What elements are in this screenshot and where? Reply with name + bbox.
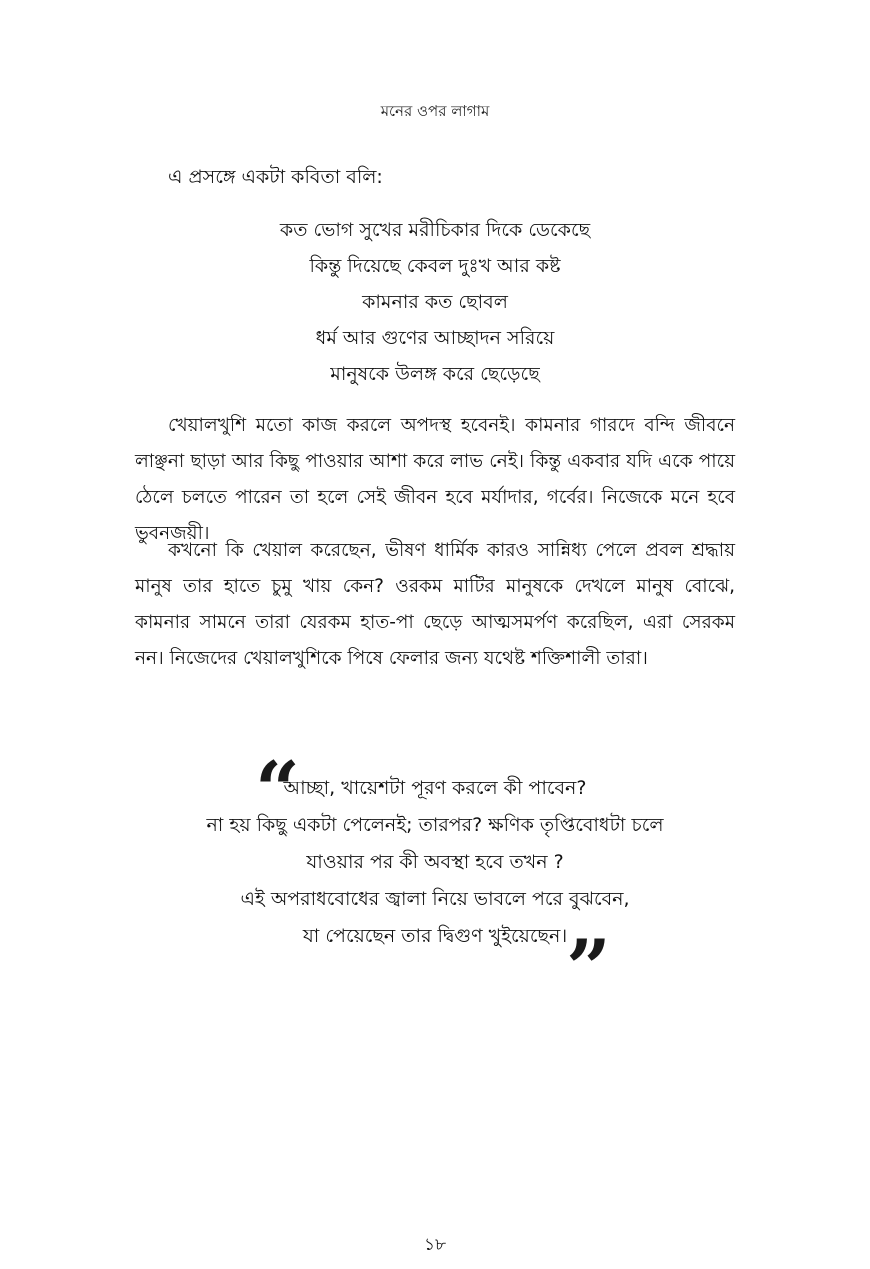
poem-line: ধর্ম আর গুণের আচ্ছাদন সরিয়ে bbox=[315, 327, 555, 349]
poem-line: মানুষকে উলঙ্গ করে ছেড়েছে bbox=[330, 363, 540, 385]
poem bbox=[0, 212, 870, 392]
quote-line: এই অপরাধবোধের জ্বালা নিয়ে ভাবলে পরে বুঝবেন, bbox=[240, 888, 630, 910]
quote-line: যাওয়ার পর কী অবস্থা হবে তখন ? bbox=[306, 851, 564, 873]
page-number: ১৮ bbox=[423, 1235, 447, 1255]
poem-line: কত ভোগ সুখের মরীচিকার দিকে ডেকেছে bbox=[279, 219, 591, 241]
close-quote-mark: ” bbox=[566, 923, 611, 1014]
body-paragraph: কখনো কি খেয়াল করেছেন, ভীষণ ধার্মিক কারও সান্নিধ্য পেলে প্রবল শ্রদ্ধায় মানুষ তার হাতে চুমু খায় কেন? ওরকম মাটির মানুষকে দেখলে মানুষ বোঝে, কামনার সামনে তারা যেরকম হাত-পা ছেড়ে আত্মসমর্পণ করেছিল, এরা সেরকম নন। নিজেদের খেয়ালখুশিকে পিষে ফেলার জন্য যথেষ্ট শক্তিশালী তারা। bbox=[135, 540, 735, 669]
quote-line: আচ্ছা, খায়েশটা পূরণ করলে কী পাবেন? bbox=[283, 777, 587, 799]
intro-line: এ প্রসঙ্গে একটা কবিতা বলি: bbox=[168, 166, 383, 188]
running-header: মনের ওপর লাগাম bbox=[380, 102, 490, 120]
open-quote-mark: “ bbox=[255, 745, 300, 836]
quote-line: যা পেয়েছেন তার দ্বিগুণ খুইয়েছেন। bbox=[302, 925, 568, 947]
poem-line: কামনার কত ছোবল bbox=[362, 291, 508, 313]
quote-line: না হয় কিছু একটা পেলেনই; তারপর? ক্ষণিক তৃপ্তিবোধটা চলে bbox=[206, 814, 664, 836]
poem-line: কিন্তু দিয়েছে কেবল দুঃখ আর কষ্ট bbox=[309, 255, 561, 277]
body-paragraph: খেয়ালখুশি মতো কাজ করলে অপদস্থ হবেনই। কামনার গারদে বন্দি জীবনে লাঞ্ছনা ছাড়া আর কিছু পাওয়ার আশা করে লাভ নেই। কিন্তু একবার যদি একে পায়ে ঠেলে চলতে পারেন তা হলে সেই জীবন হবে মর্যাদার, গর্বের। নিজেকে মনে হবে ভুবনজয়ী। bbox=[135, 415, 735, 544]
pull-quote bbox=[0, 770, 870, 955]
